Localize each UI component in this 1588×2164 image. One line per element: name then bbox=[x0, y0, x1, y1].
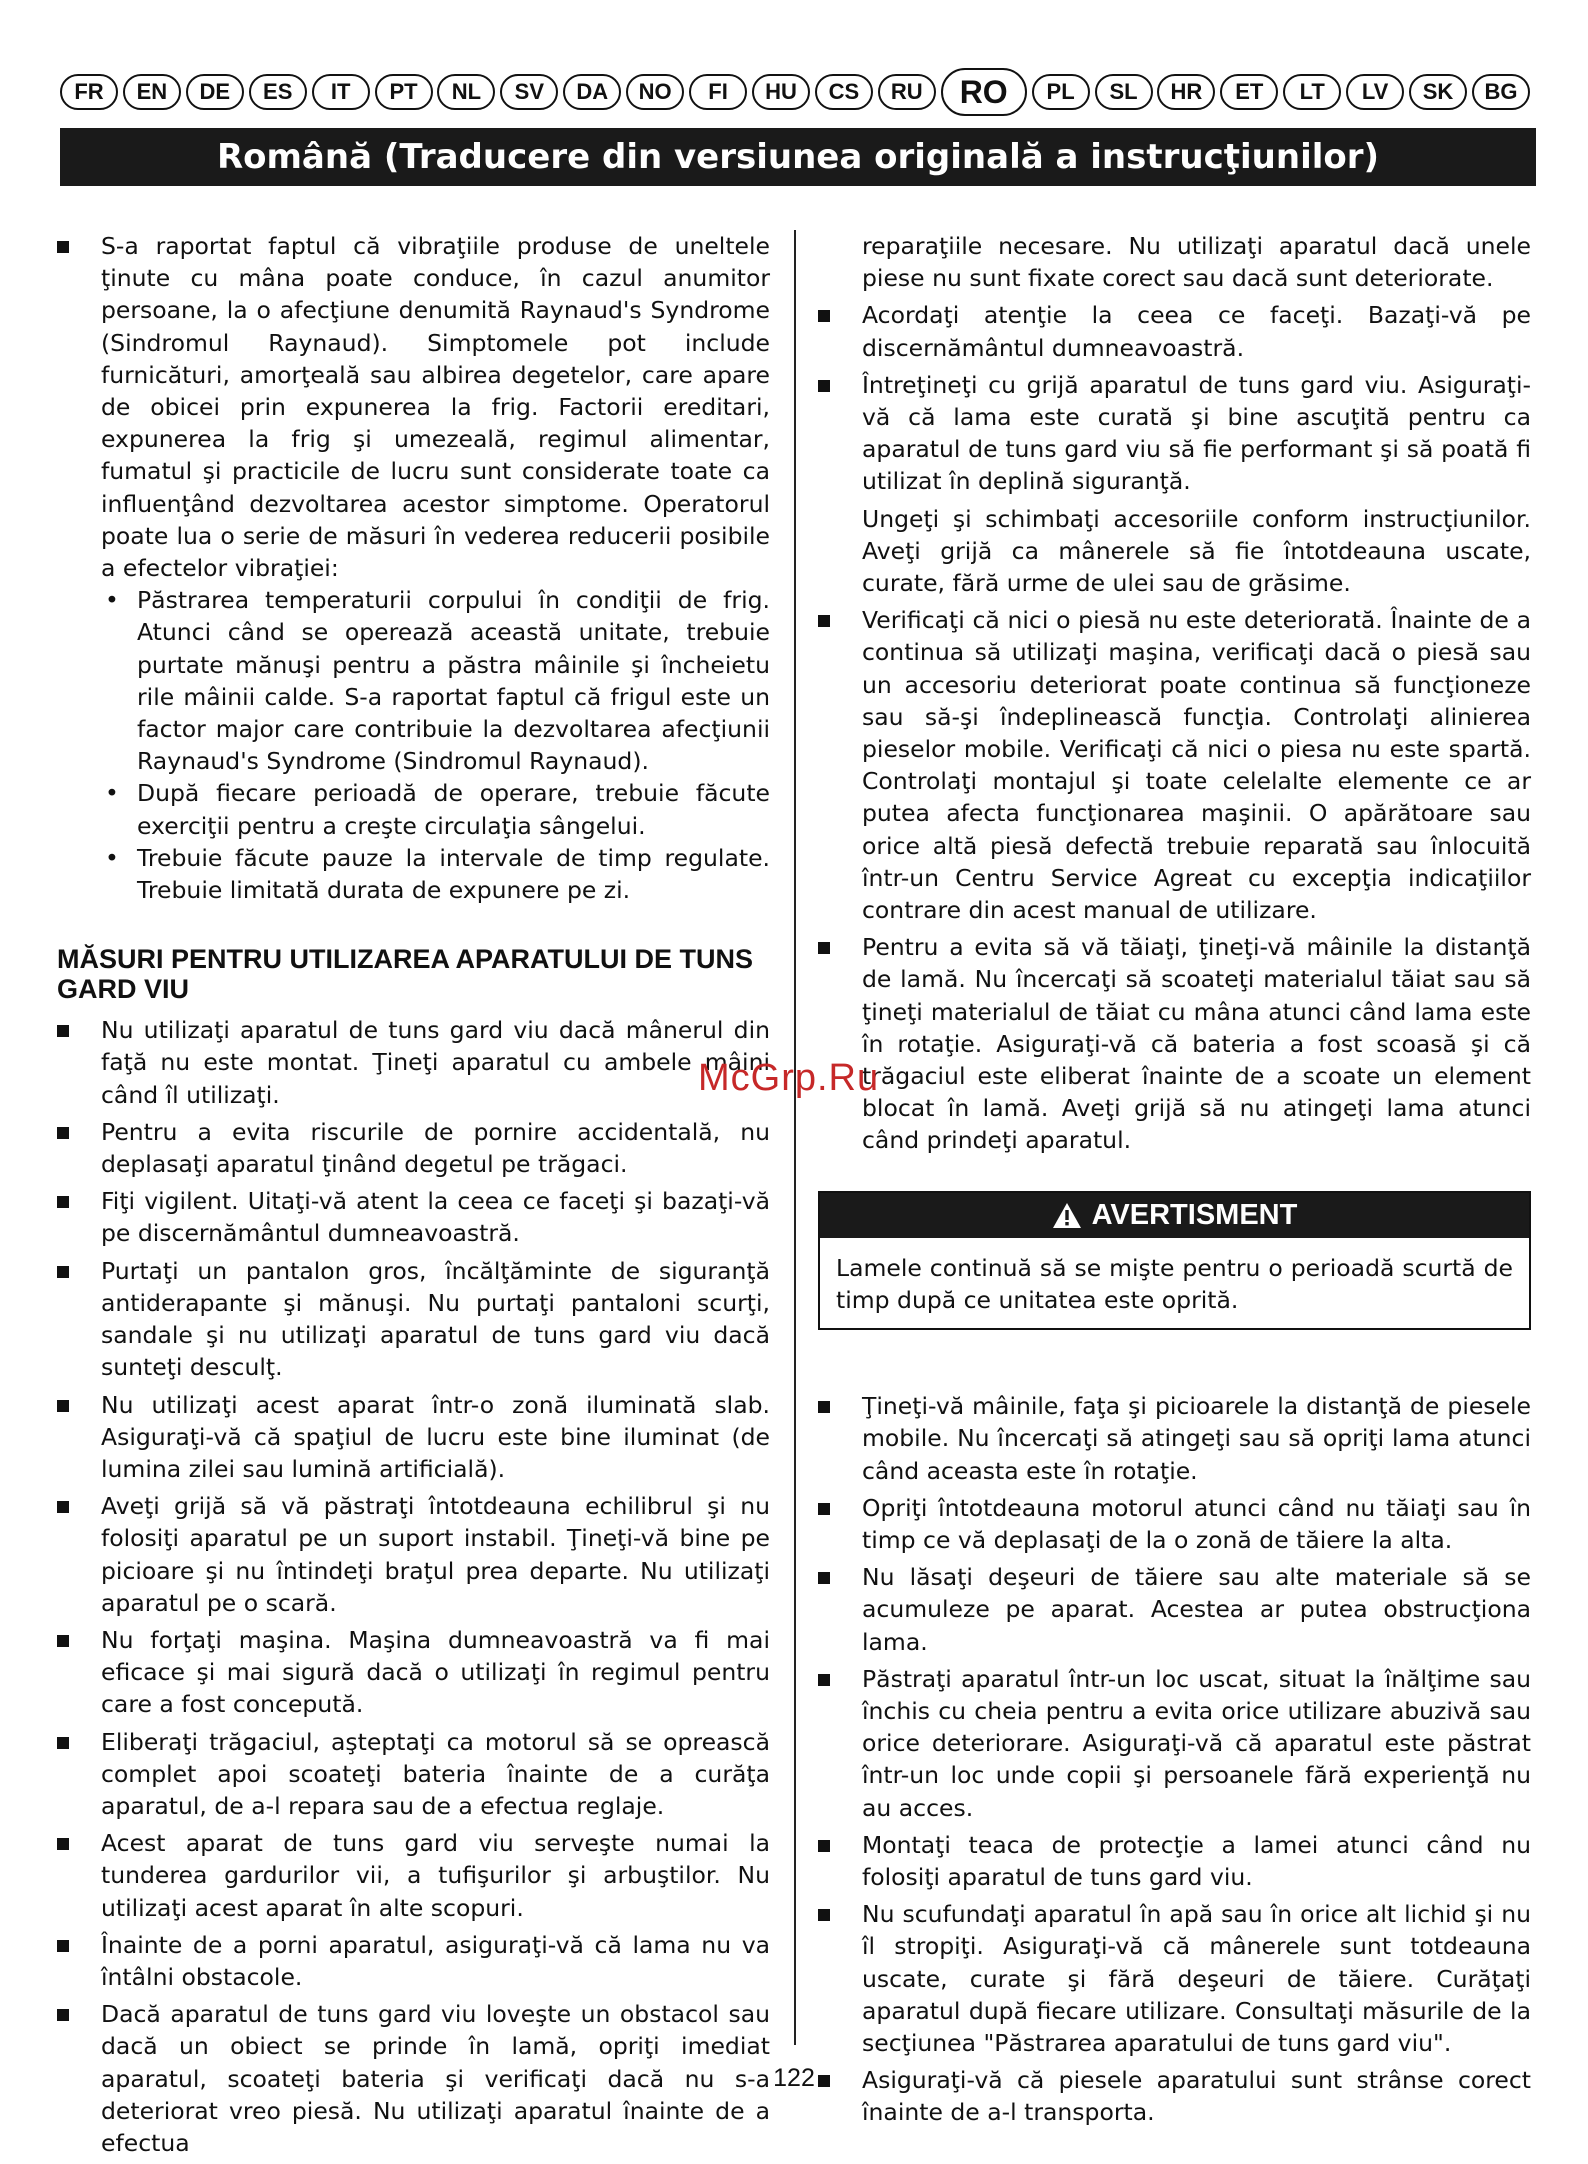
list-item: • După fiecare perioadă de operare, trebuie făcute exerciţii pentru a creşte circulaţia sângelui. bbox=[101, 777, 770, 841]
left-column bbox=[57, 230, 770, 2164]
list-item: Asiguraţi-vă că piesele aparatului sunt strânse corect înainte de a-l transporta. bbox=[818, 2064, 1531, 2128]
list-item: Nu utilizaţi acest aparat într-o zonă iluminată slab. Asiguraţi-vă că spaţiul de lucru este bine iluminat (de lumina zilei sau lumină artificială). bbox=[57, 1389, 770, 1486]
language-tab-de[interactable]: DE bbox=[186, 74, 244, 110]
list-item: Înainte de a porni aparatul, asiguraţi-vă că lama nu va întâlni obstacole. bbox=[57, 1929, 770, 1993]
continuation-text: reparaţiile necesare. Nu utilizaţi aparatul dacă unele piese nu sunt fixate corect sau dacă sunt deteriorate. bbox=[862, 232, 1531, 293]
section-heading: MĂSURI PENTRU UTILIZAREA APARATULUI DE TUNS GARD VIU bbox=[57, 944, 753, 1005]
language-tab-fr[interactable]: FR bbox=[60, 74, 118, 110]
list-item: Aveţi grijă să vă păstraţi întotdeauna echilibrul şi nu folosiţi aparatul pe un suport instabil. Ţineţi-vă bine pe picioare şi nu întindeţi braţul prea departe. Nu utilizaţi aparatul pe o scară. bbox=[57, 1490, 770, 1619]
language-tab-sl[interactable]: SL bbox=[1095, 74, 1153, 110]
list-item: Nu utilizaţi aparatul de tuns gard viu dacă mânerul din faţă nu este montat. Ţineţi aparatul cu ambele mâini când îl utilizaţi. bbox=[57, 1014, 770, 1111]
language-tab-bg[interactable]: BG bbox=[1472, 74, 1530, 110]
language-tab-it[interactable]: IT bbox=[312, 74, 370, 110]
vibration-measures-list bbox=[101, 584, 770, 906]
list-item: Verificaţi că nici o piesă nu este deteriorată. Înainte de a continua să utilizaţi maşina, verificaţi dacă o piesă sau un accesoriu deteriorat poate continua să funcţioneze sau să-şi îndeplinească funcţia. Controlaţi alinierea pieselor mobile. Verificaţi că nici o piesa nu este spartă. Controlaţi montajul şi toate celelalte elemente ce ar putea afecta funcţionarea maşinii. O apărătoare sau orice altă piesă defectă trebuie reparată sau înlocuită într-un Centru Service Agreat cu excepţia indicaţiilor contrare din acest manual de utilizare. bbox=[818, 604, 1531, 926]
inspection-list bbox=[818, 604, 1531, 1156]
language-tab-no[interactable]: NO bbox=[626, 74, 684, 110]
list-item: Nu lăsaţi deşeuri de tăiere sau alte materiale să se acumuleze pe aparat. Acestea ar putea obstrucţiona lama. bbox=[818, 1561, 1531, 1658]
list-item: Ţineţi-vă mâinile, faţa şi picioarele la distanţă de piesele mobile. Nu încercaţi să atingeţi sau să opriţi lama atunci când aceasta este în rotaţie. bbox=[818, 1390, 1531, 1487]
warning-header bbox=[820, 1193, 1529, 1238]
page-number: 122 bbox=[773, 2064, 815, 2092]
list-item: Dacă aparatul de tuns gard viu loveşte un obstacol sau dacă un obiect se prinde în lamă, opriţi imediat aparatul, scoateţi bateria şi verificaţi dacă nu s-a deteriorat vreo piesă. Nu utilizaţi aparatul înainte de a efectua bbox=[57, 1998, 770, 2159]
language-tab-cs[interactable]: CS bbox=[815, 74, 873, 110]
language-selector bbox=[60, 68, 1530, 116]
intro-list bbox=[57, 230, 770, 906]
list-item: Fiţi vigilent. Uitaţi-vă atent la ceea ce faceţi şi bazaţi-vă pe discernământul dumneavoastră. bbox=[57, 1185, 770, 1249]
language-tab-fi[interactable]: FI bbox=[689, 74, 747, 110]
language-tab-sk[interactable]: SK bbox=[1409, 74, 1467, 110]
list-item: Întreţineţi cu grijă aparatul de tuns gard viu. Asiguraţi-vă că lama este curată şi bine ascuţită pentru ca aparatul de tuns gard viu să fie performant şi să poată fi utilizat în deplină siguranţă. bbox=[818, 369, 1531, 498]
list-item: Pentru a evita să vă tăiaţi, ţineţi-vă mâinile la distanţă de lamă. Nu încercaţi să scoateţi materialul tăiat sau să ţineţi materialul de tăiat cu mâna atunci când lama este în rotaţie. Asiguraţi-vă că bateria a fost scoasă şi că trăgaciul este eliberat înainte de a scoate un element blocat în lamă. Aveţi grijă să nu atingeţi lama atunci când prindeţi aparatul. bbox=[818, 931, 1531, 1156]
list-item: Nu scufundaţi aparatul în apă sau în orice alt lichid şi nu îl stropiţi. Asiguraţi-vă că mânerele sunt totdeauna uscate, curate şi fără deşeuri de tăiere. Curăţaţi aparatul după fiecare utilizare. Consultaţi măsurile de la secţiunea "Păstrarea aparatului de tuns gard viu". bbox=[818, 1898, 1531, 2059]
language-tab-ru[interactable]: RU bbox=[878, 74, 936, 110]
maintenance-paragraph: Ungeţi şi schimbaţi accesoriile conform instrucţiunilor. Aveţi grijă ca mânerele să fie întotdeauna uscate, curate, fără urme de ulei sau de grăsime. bbox=[862, 504, 1531, 598]
list-item: Montaţi teaca de protecţie a lamei atunci când nu folosiţi aparatul de tuns gard viu. bbox=[818, 1829, 1531, 1893]
language-tab-pl[interactable]: PL bbox=[1032, 74, 1090, 110]
language-tab-ro[interactable]: RO bbox=[941, 68, 1027, 116]
list-item: Acest aparat de tuns gard viu serveşte numai la tunderea gardurilor vii, a tufişurilor şi arbuştilor. Nu utilizaţi acest aparat în alte scopuri. bbox=[57, 1827, 770, 1924]
list-item: • Trebuie făcute pauze la intervale de timp regulate. Trebuie limitată durata de expunere pe zi. bbox=[101, 842, 770, 906]
list-item: Păstraţi aparatul într-un loc uscat, situat la înălţime sau închis cu cheia pentru a evita orice utilizare abuzivă sau orice deteriorare. Asiguraţi-vă că aparatul este păstrat într-un loc unde copii şi persoanele fără experienţă nu au acces. bbox=[818, 1663, 1531, 1824]
right-column bbox=[818, 230, 1531, 2134]
safety-list bbox=[57, 1014, 770, 2159]
language-tab-hu[interactable]: HU bbox=[752, 74, 810, 110]
list-item: Eliberaţi trăgaciul, aşteptaţi ca motorul să se oprească complet apoi scoateţi bateria înainte de a curăţa aparatul, de a-l repara sau de a efectua reglaje. bbox=[57, 1726, 770, 1823]
language-tab-es[interactable]: ES bbox=[249, 74, 307, 110]
list-item: Pentru a evita riscurile de pornire accidentală, nu deplasaţi aparatul ţinând degetul pe trăgaci. bbox=[57, 1116, 770, 1180]
list-item: Nu forţaţi maşina. Maşina dumneavoastră va fi mai eficace şi mai sigură dacă o utilizaţi în regimul pentru care a fost concepută. bbox=[57, 1624, 770, 1721]
warning-text: Lamele continuă să se mişte pentru o perioadă scurtă de timp după ce unitatea este oprită. bbox=[836, 1253, 1513, 1314]
safety-list-continued bbox=[818, 299, 1531, 497]
warning-title: AVERTISMENT bbox=[1091, 1199, 1298, 1232]
language-tab-lt[interactable]: LT bbox=[1283, 74, 1341, 110]
warning-triangle-icon bbox=[1052, 1202, 1082, 1229]
list-item: Acordaţi atenţie la ceea ce faceţi. Bazaţi-vă pe discernământul dumneavoastră. bbox=[818, 299, 1531, 363]
page-title: Română (Traducere din versiunea originală a instrucţiunilor) bbox=[60, 128, 1536, 186]
language-tab-en[interactable]: EN bbox=[123, 74, 181, 110]
column-divider bbox=[794, 230, 796, 2045]
language-tab-hr[interactable]: HR bbox=[1157, 74, 1215, 110]
intro-paragraph bbox=[57, 230, 770, 906]
list-item: Purtaţi un pantalon gros, încălţăminte de siguranţă antiderapante şi mănuşi. Nu purtaţi pantaloni scurţi, sandale şi nu utilizaţi aparatul de tuns gard viu dacă sunteţi desculţ. bbox=[57, 1255, 770, 1384]
language-tab-pt[interactable]: PT bbox=[375, 74, 433, 110]
language-tab-lv[interactable]: LV bbox=[1346, 74, 1404, 110]
language-tab-da[interactable]: DA bbox=[563, 74, 621, 110]
language-tab-sv[interactable]: SV bbox=[500, 74, 558, 110]
intro-text: S-a raportat faptul că vibraţiile produse de uneltele ţinute cu mâna poate conduce, în cazul anumitor persoane, la o afecţiune denumită Raynaud's Syndrome (Sindromul Raynaud). Simptomele pot include furnicături, amorţeală sau albirea degetelor, care apare de obicei prin expunerea la frig. Factorii ereditari, expunerea la frig şi umezeală, regimul alimentar, fumatul şi practicile de lucru sunt considerate toate ca influenţând dezvoltarea acestor simptome. Operatorul poate lua o serie de măsuri în vederea reducerii posibile a efectelor vibraţiei: bbox=[101, 232, 770, 583]
language-tab-et[interactable]: ET bbox=[1220, 74, 1278, 110]
warning-box bbox=[818, 1191, 1531, 1330]
language-tab-nl[interactable]: NL bbox=[437, 74, 495, 110]
watermark: McGrp.Ru bbox=[698, 1057, 880, 1099]
list-item: Opriţi întotdeauna motorul atunci când nu tăiaţi sau în timp ce vă deplasaţi de la o zonă de tăiere la alta. bbox=[818, 1492, 1531, 1556]
operation-list bbox=[818, 1390, 1531, 2128]
list-item: • Păstrarea temperaturii corpului în condiţii de frig. Atunci când se operează această unitate, trebuie purtate mănuşi pentru a păstra mâinile şi încheietu rile mâinii calde. S-a raportat faptul că frigul este un factor major care contribuie la dezvoltarea afecţiunii Raynaud's Syndrome (Sindromul Raynaud). bbox=[101, 584, 770, 777]
